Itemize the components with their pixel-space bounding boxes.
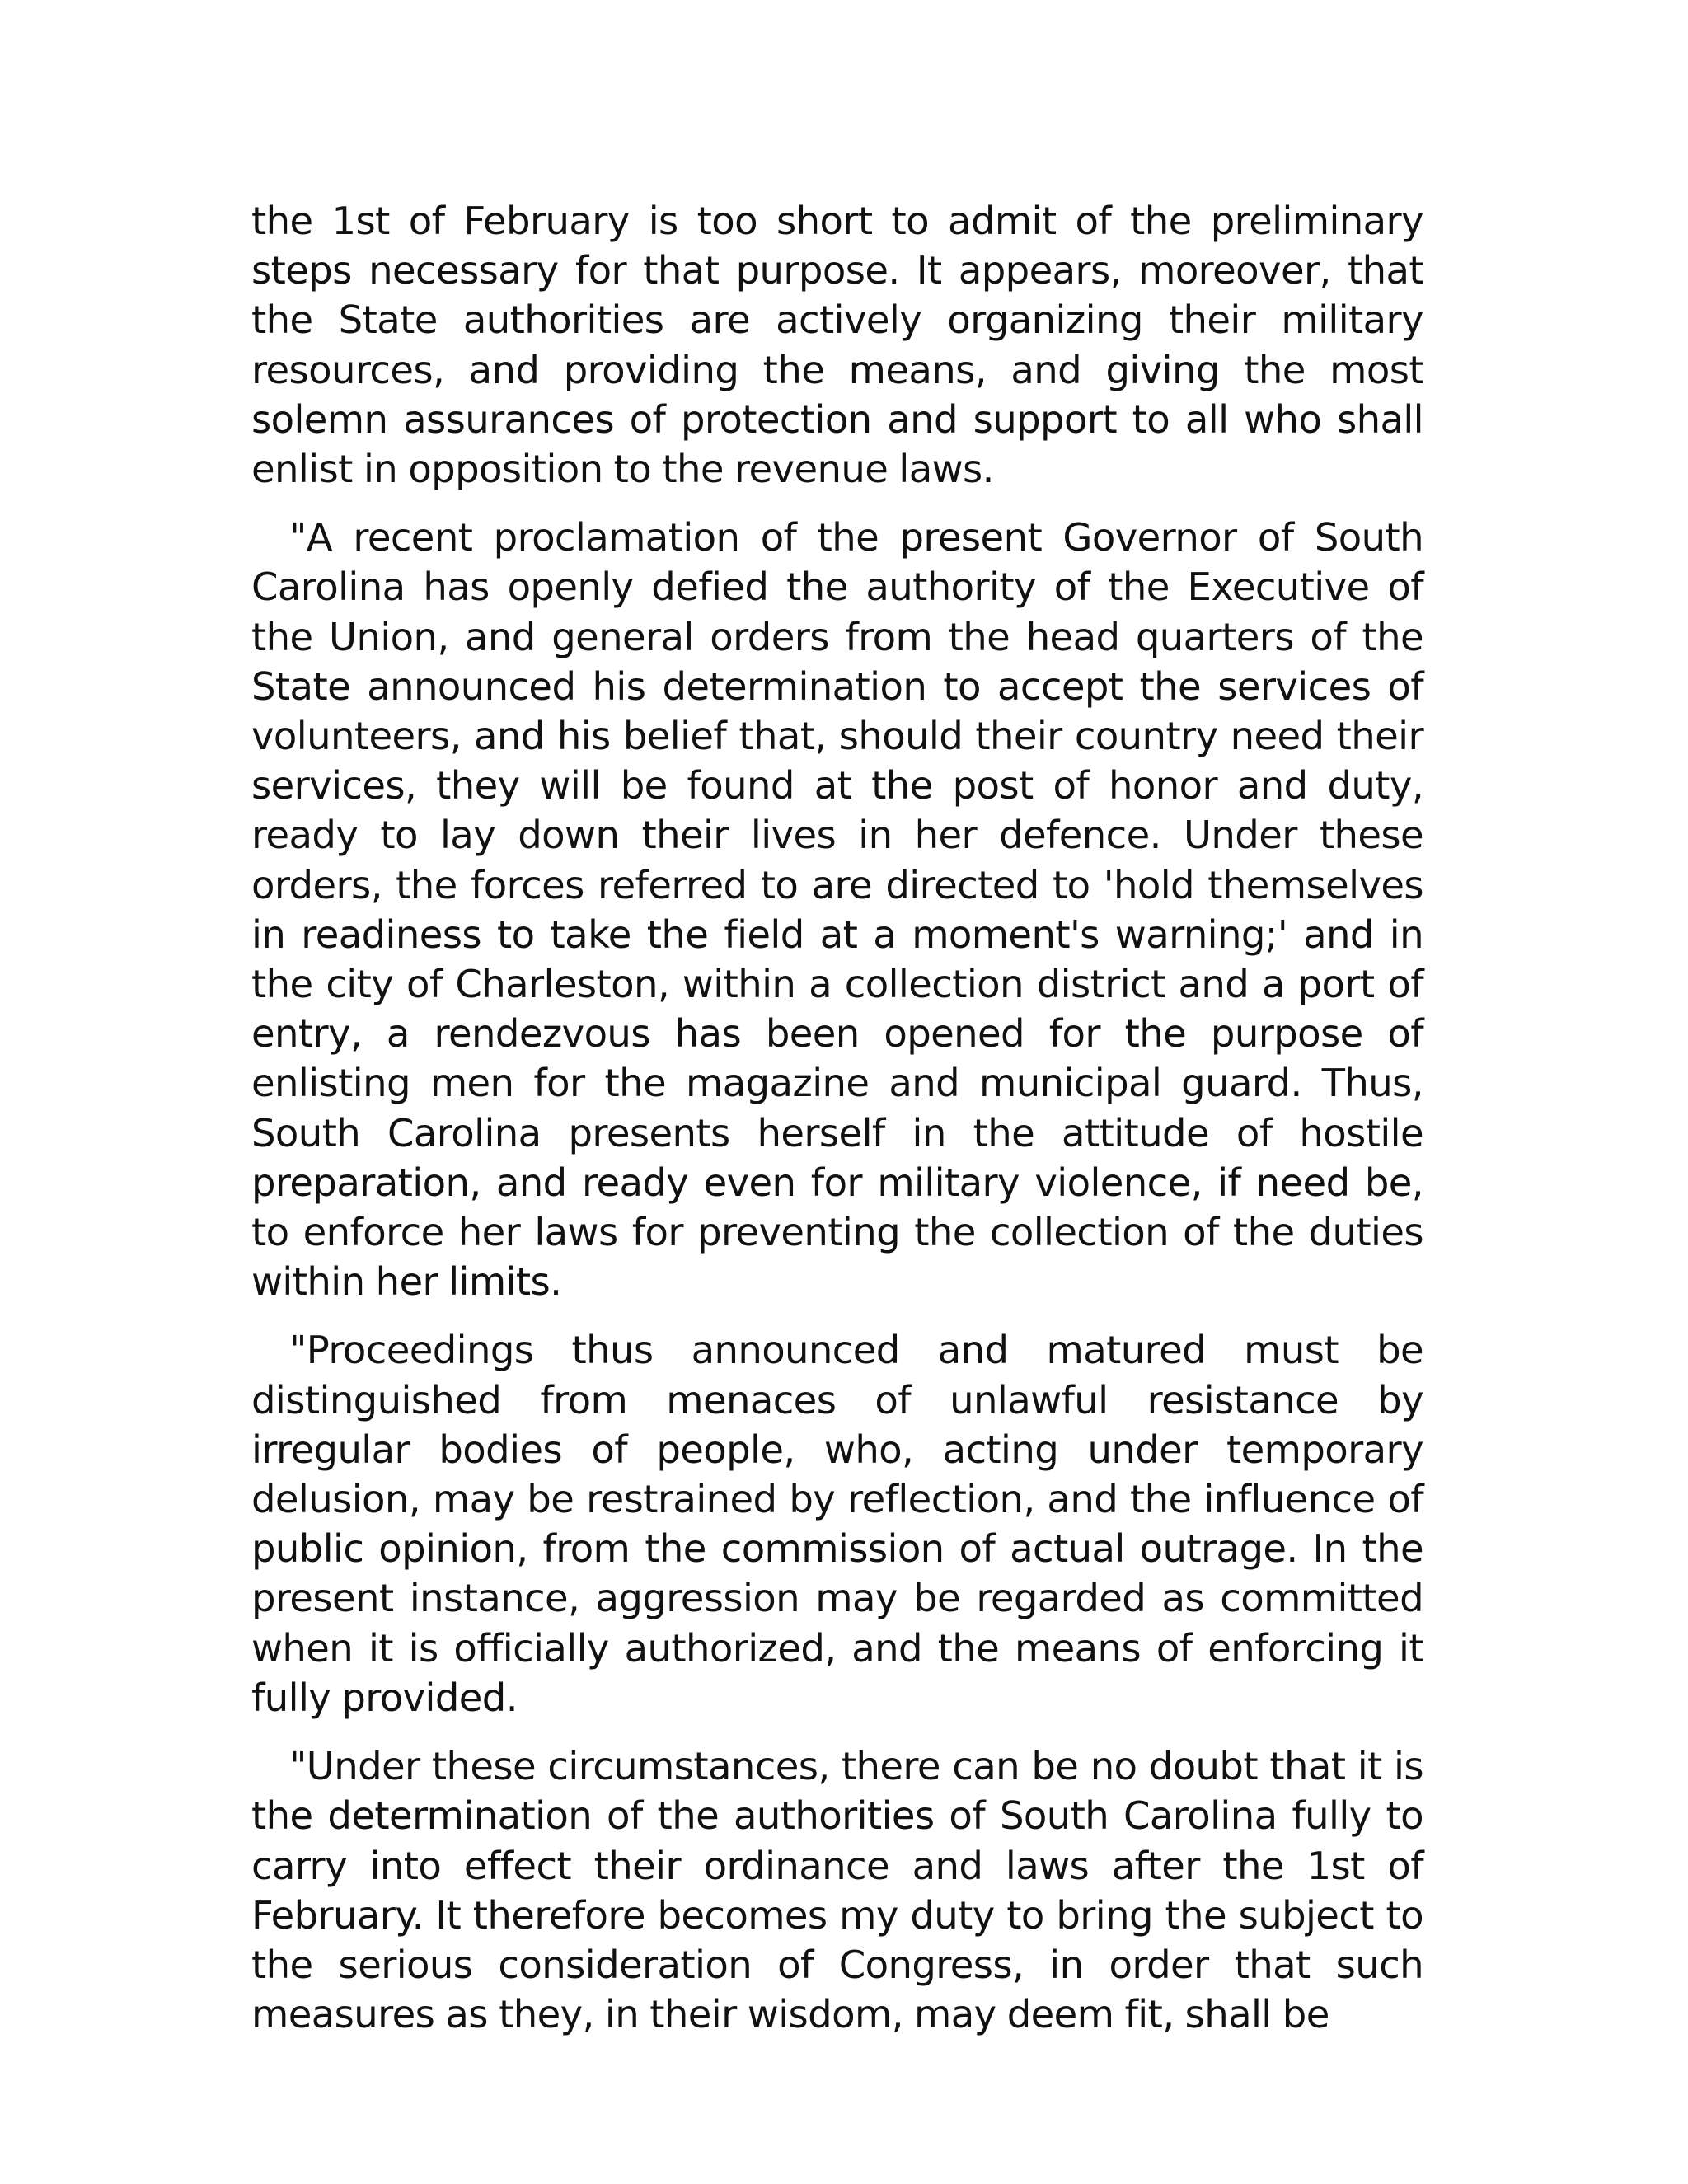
- paragraph-proclamation: "A recent proclamation of the present Governor of South Carolina has openly defied the authority of the Executive of the Union, and general orders from the head quarters of the State announced his determination to accept the services of volunteers, and his belief that, should their country need their services, they will be found at the post of honor and duty, ready to lay down their lives in her defence. Under these orders, the forces referred to are directed to 'hold themselves in readiness to take the field at a moment's warning;' and in the city of Charleston, within a collection district and a port of entry, a rendezvous has been opened for the purpose of enlisting men for the magazine and municipal guard. Thus, South Carolina presents herself in the attitude of hostile preparation, and ready even for military violence, if need be, to enforce her laws for preventing the collection of the duties within her limits.: [251, 515, 1423, 1305]
- paragraph-continuation: the 1st of February is too short to admit of the preliminary steps necessary for that purpose. It appears, moreover, that the State authorities are actively organizing their military resources, and providing the means, and giving the most solemn assurances of protection and support to all who shall enlist in opposition to the revenue laws.: [251, 199, 1423, 492]
- paragraph-proceedings: "Proceedings thus announced and matured must be distinguished from menaces of unlawful resistance by irregular bodies of people, who, acting under temporary delusion, may be restrained by reflection, and the influence of public opinion, from the commission of actual outrage. In the present instance, aggression may be regarded as committed when it is officially authorized, and the means of enforcing it fully provided.: [251, 1328, 1423, 1720]
- body-text: [251, 196, 1423, 2058]
- paragraph-circumstances: "Under these circumstances, there can be no doubt that it is the determination of the authorities of South Carolina fully to carry into effect their ordinance and laws after the 1st of February. It therefore becomes my duty to bring the subject to the serious consideration of Congress, in order that such measures as they, in their wisdom, may deem fit, shall be: [251, 1744, 1423, 2037]
